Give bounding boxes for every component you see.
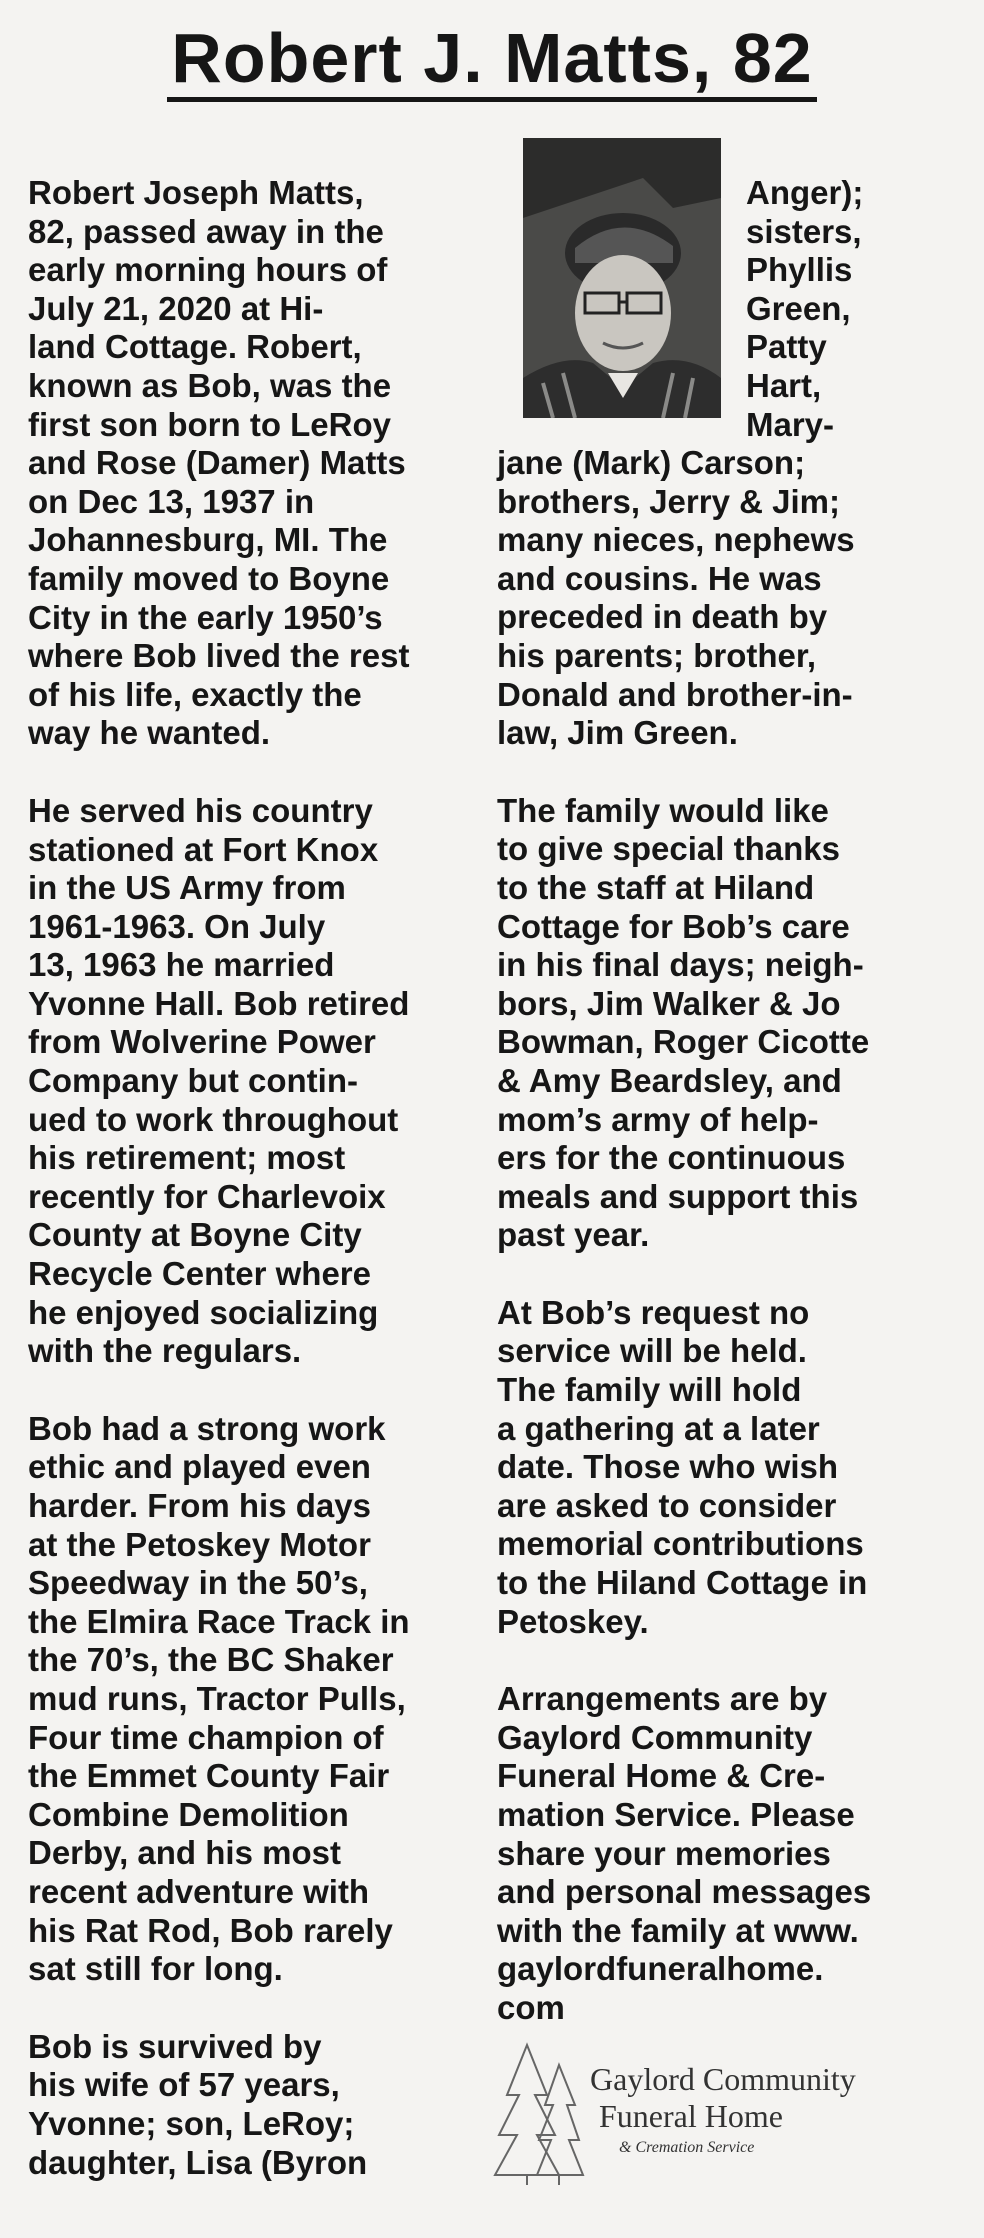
text-line: mud runs, Tractor Pulls,: [28, 1679, 406, 1717]
text-line: stationed at Fort Knox: [28, 830, 379, 868]
text-line: Combine Demolition: [28, 1795, 349, 1833]
text-line: in the US Army from: [28, 869, 346, 907]
logo-line-1: Gaylord Community: [590, 2061, 856, 2097]
text-line: recently for Charlevoix: [28, 1177, 386, 1215]
text-line: Patty: [746, 328, 827, 366]
text-line: where Bob lived the rest: [28, 637, 410, 675]
text-line: recent adventure with: [28, 1872, 370, 1910]
tree-logo-icon: [487, 2035, 587, 2185]
text-line: with the family at www.: [497, 1911, 859, 1949]
text-line: harder. From his days: [28, 1487, 371, 1524]
text-line: brothers, Jerry & Jim;: [497, 482, 840, 520]
text-line: 82, passed away in the: [28, 212, 384, 250]
text-line: mom’s army of help-: [497, 1100, 819, 1138]
right-paragraph: [497, 792, 947, 1255]
text-line: Yvonne; son, LeRoy;: [28, 2104, 355, 2142]
text-line: bors, Jim Walker & Jo: [497, 984, 841, 1022]
text-line: Bob is survived by: [28, 2027, 322, 2065]
text-line: Four time champion of: [28, 1718, 384, 1756]
text-line: and Rose (Damer) Matts: [28, 444, 406, 482]
text-line: known as Bob, was the: [28, 366, 392, 404]
text-line: are asked to consider: [497, 1486, 837, 1524]
left-paragraph: [28, 2028, 468, 2182]
text-line: in his final days; neigh-: [497, 946, 864, 984]
text-line: Yvonne Hall. Bob retired: [28, 984, 410, 1022]
text-line: & Amy Beardsley, and: [497, 1061, 842, 1099]
text-line: meals and support this: [497, 1177, 859, 1215]
text-line: Speedway in the 50’s,: [28, 1564, 368, 1602]
text-line: Petoskey.: [497, 1602, 649, 1640]
text-line: at the Petoskey Motor: [28, 1525, 371, 1563]
text-line: share your memories: [497, 1834, 831, 1872]
right-paragraph: [497, 444, 947, 753]
funeral-home-logo: [487, 2035, 927, 2185]
text-line: Hart,: [746, 366, 822, 404]
text-line: Anger);: [746, 174, 864, 211]
text-line: Johannesburg, MI. The: [28, 521, 388, 559]
text-line: July 21, 2020 at Hi-: [28, 289, 324, 327]
text-line: Derby, and his most: [28, 1834, 341, 1872]
text-line: Bob had a strong work: [28, 1409, 386, 1447]
portrait-photo: [523, 138, 721, 418]
text-line: the Elmira Race Track in: [28, 1602, 410, 1640]
text-line: service will be held.: [497, 1332, 807, 1370]
text-line: Arrangements are by: [497, 1680, 828, 1718]
text-line: family moved to Boyne: [28, 559, 390, 597]
text-line: his wife of 57 years,: [28, 2066, 340, 2104]
text-line: He served his country: [28, 791, 373, 829]
text-line: Donald and brother-in-: [497, 675, 853, 713]
text-line: early morning hours of: [28, 251, 388, 289]
text-line: land Cottage. Robert,: [28, 328, 362, 366]
text-line: At Bob’s request no: [497, 1293, 810, 1331]
text-line: he enjoyed socializing: [28, 1293, 379, 1331]
text-line: first son born to LeRoy: [28, 405, 391, 443]
text-line: preceded in death by: [497, 598, 828, 636]
text-line: his Rat Rod, Bob rarely: [28, 1911, 393, 1949]
right-column: [497, 444, 947, 2067]
logo-line-3: & Cremation Service: [619, 2139, 755, 2156]
text-line: 13, 1963 he married: [28, 946, 335, 984]
text-line: on Dec 13, 1937 in: [28, 482, 315, 520]
text-line: Cottage for Bob’s care: [497, 907, 850, 945]
text-line: of his life, exactly the: [28, 675, 362, 713]
text-line: sisters,: [746, 212, 862, 250]
left-paragraph: [28, 792, 468, 1371]
text-line: law, Jim Green.: [497, 714, 738, 752]
text-line: Green,: [746, 289, 851, 327]
text-line: Company but contin-: [28, 1062, 358, 1100]
text-line: with the regulars.: [28, 1332, 302, 1370]
text-line: County at Boyne City: [28, 1216, 362, 1254]
text-line: the 70’s, the BC Shaker: [28, 1641, 394, 1679]
text-line: date. Those who wish: [497, 1448, 839, 1486]
text-line: daughter, Lisa (Byron: [28, 2143, 368, 2181]
text-line: the Emmet County Fair: [28, 1757, 390, 1795]
text-line: Gaylord Community: [497, 1718, 813, 1756]
portrait-image: [523, 138, 721, 418]
text-line: and cousins. He was: [497, 559, 822, 597]
title-text: Robert J. Matts, 82: [167, 19, 816, 102]
text-line: his parents; brother,: [497, 636, 817, 674]
photo-wrap-lines: [746, 174, 863, 444]
text-line: Mary-: [746, 405, 835, 443]
page-title: [0, 18, 984, 98]
text-line: many nieces, nephews: [497, 521, 855, 559]
text-line: his retirement; most: [28, 1139, 346, 1177]
text-line: to give special thanks: [497, 830, 840, 868]
text-line: ethic and played even: [28, 1448, 371, 1486]
text-line: past year.: [497, 1216, 650, 1254]
text-line: 1961-1963. On July: [28, 907, 326, 945]
text-line: The family would like: [497, 791, 829, 829]
text-line: com: [497, 1988, 565, 2026]
left-column: [28, 174, 468, 2221]
text-line: and personal messages: [497, 1873, 872, 1911]
text-line: ers for the continuous: [497, 1139, 846, 1177]
right-paragraph: [497, 1680, 947, 2027]
text-line: way he wanted.: [28, 714, 271, 752]
logo-line-2: Funeral Home: [599, 2098, 783, 2134]
right-paragraph: [497, 1294, 947, 1641]
text-line: Bowman, Roger Cicotte: [497, 1023, 870, 1061]
text-line: Funeral Home & Cre-: [497, 1757, 826, 1795]
text-line: Robert Joseph Matts,: [28, 174, 364, 211]
text-line: to the staff at Hiland: [497, 868, 815, 906]
text-line: sat still for long.: [28, 1950, 283, 1988]
text-line: Phyllis: [746, 251, 853, 289]
text-line: mation Service. Please: [497, 1796, 855, 1833]
text-line: gaylordfuneralhome.: [497, 1950, 824, 1988]
text-line: memorial contributions: [497, 1525, 864, 1563]
text-line: a gathering at a later: [497, 1409, 820, 1447]
text-line: Recycle Center where: [28, 1255, 372, 1293]
text-line: The family will hold: [497, 1371, 802, 1409]
left-paragraph: [28, 174, 468, 753]
text-line: City in the early 1950’s: [28, 598, 383, 636]
text-line: to the Hiland Cottage in: [497, 1564, 868, 1602]
text-line: ued to work throughout: [28, 1100, 399, 1138]
left-paragraph: [28, 1410, 468, 1989]
text-line: jane (Mark) Carson;: [497, 444, 806, 481]
text-line: from Wolverine Power: [28, 1023, 376, 1061]
